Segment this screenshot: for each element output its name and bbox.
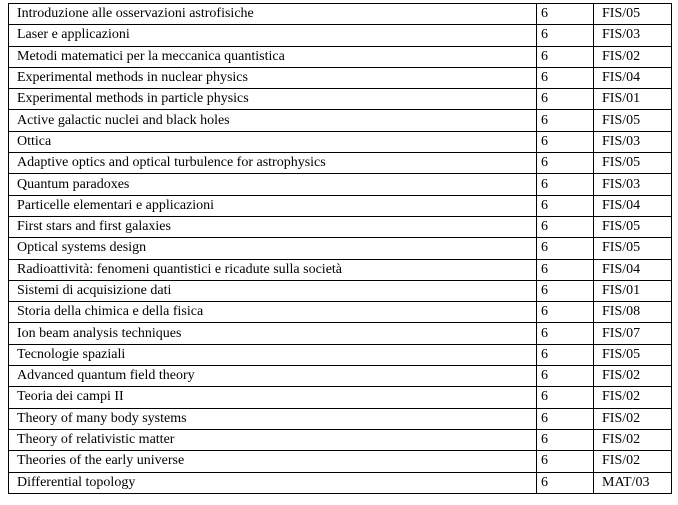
table-row xyxy=(9,387,672,408)
course-credits-cell: 6 xyxy=(537,323,594,344)
table-row xyxy=(9,153,672,174)
table-row xyxy=(9,408,672,429)
course-name-cell: Introduzione alle osservazioni astrofisiche xyxy=(9,4,537,25)
table-row xyxy=(9,195,672,216)
table-row xyxy=(9,216,672,237)
course-credits-cell: 6 xyxy=(537,451,594,472)
course-credits-cell: 6 xyxy=(537,174,594,195)
course-name-cell: Ion beam analysis techniques xyxy=(9,323,537,344)
course-name-cell: Experimental methods in particle physics xyxy=(9,89,537,110)
course-credits-cell: 6 xyxy=(537,89,594,110)
course-credits-cell: 6 xyxy=(537,259,594,280)
course-sector-cell: FIS/05 xyxy=(594,110,672,131)
course-credits-cell: 6 xyxy=(537,302,594,323)
course-sector-cell: MAT/03 xyxy=(594,472,672,493)
course-name-cell: Particelle elementari e applicazioni xyxy=(9,195,537,216)
course-name-cell: Theory of relativistic matter xyxy=(9,429,537,450)
course-sector-cell: FIS/02 xyxy=(594,451,672,472)
course-credits-cell: 6 xyxy=(537,195,594,216)
course-name-cell: Active galactic nuclei and black holes xyxy=(9,110,537,131)
course-name-cell: Tecnologie spaziali xyxy=(9,344,537,365)
course-sector-cell: FIS/03 xyxy=(594,174,672,195)
table-row xyxy=(9,89,672,110)
course-name-cell: Experimental methods in nuclear physics xyxy=(9,67,537,88)
course-name-cell: Ottica xyxy=(9,131,537,152)
course-sector-cell: FIS/04 xyxy=(594,259,672,280)
table-row xyxy=(9,280,672,301)
table-row xyxy=(9,323,672,344)
table-row xyxy=(9,472,672,493)
course-sector-cell: FIS/01 xyxy=(594,89,672,110)
course-credits-cell: 6 xyxy=(537,25,594,46)
table-row xyxy=(9,4,672,25)
course-credits-cell: 6 xyxy=(537,280,594,301)
table-row xyxy=(9,110,672,131)
course-credits-cell: 6 xyxy=(537,216,594,237)
course-credits-cell: 6 xyxy=(537,131,594,152)
course-sector-cell: FIS/02 xyxy=(594,387,672,408)
table-row xyxy=(9,46,672,67)
course-sector-cell: FIS/05 xyxy=(594,216,672,237)
course-sector-cell: FIS/03 xyxy=(594,25,672,46)
table-row xyxy=(9,344,672,365)
course-name-cell: Laser e applicazioni xyxy=(9,25,537,46)
course-credits-cell: 6 xyxy=(537,238,594,259)
table-row xyxy=(9,259,672,280)
course-credits-cell: 6 xyxy=(537,4,594,25)
course-sector-cell: FIS/02 xyxy=(594,408,672,429)
course-sector-cell: FIS/02 xyxy=(594,46,672,67)
course-sector-cell: FIS/04 xyxy=(594,67,672,88)
table-row xyxy=(9,25,672,46)
course-credits-cell: 6 xyxy=(537,408,594,429)
course-credits-cell: 6 xyxy=(537,46,594,67)
course-credits-cell: 6 xyxy=(537,110,594,131)
course-credits-cell: 6 xyxy=(537,366,594,387)
course-name-cell: Theory of many body systems xyxy=(9,408,537,429)
table-row xyxy=(9,451,672,472)
course-credits-cell: 6 xyxy=(537,67,594,88)
course-name-cell: Metodi matematici per la meccanica quantistica xyxy=(9,46,537,67)
course-name-cell: Differential topology xyxy=(9,472,537,493)
course-name-cell: Adaptive optics and optical turbulence for astrophysics xyxy=(9,153,537,174)
course-sector-cell: FIS/05 xyxy=(594,153,672,174)
table-row xyxy=(9,302,672,323)
course-sector-cell: FIS/03 xyxy=(594,131,672,152)
course-sector-cell: FIS/05 xyxy=(594,344,672,365)
course-sector-cell: FIS/04 xyxy=(594,195,672,216)
course-credits-cell: 6 xyxy=(537,387,594,408)
table-row xyxy=(9,238,672,259)
course-credits-cell: 6 xyxy=(537,472,594,493)
course-name-cell: Optical systems design xyxy=(9,238,537,259)
course-sector-cell: FIS/08 xyxy=(594,302,672,323)
course-name-cell: Storia della chimica e della fisica xyxy=(9,302,537,323)
course-table-body xyxy=(9,4,672,494)
course-sector-cell: FIS/02 xyxy=(594,366,672,387)
table-row xyxy=(9,131,672,152)
course-name-cell: First stars and first galaxies xyxy=(9,216,537,237)
course-sector-cell: FIS/02 xyxy=(594,429,672,450)
course-name-cell: Quantum paradoxes xyxy=(9,174,537,195)
course-sector-cell: FIS/01 xyxy=(594,280,672,301)
course-name-cell: Theories of the early universe xyxy=(9,451,537,472)
course-name-cell: Advanced quantum field theory xyxy=(9,366,537,387)
table-row xyxy=(9,429,672,450)
course-name-cell: Teoria dei campi II xyxy=(9,387,537,408)
course-credits-cell: 6 xyxy=(537,429,594,450)
table-row xyxy=(9,174,672,195)
course-sector-cell: FIS/05 xyxy=(594,4,672,25)
course-name-cell: Sistemi di acquisizione dati xyxy=(9,280,537,301)
course-name-cell: Radioattività: fenomeni quantistici e ricadute sulla società xyxy=(9,259,537,280)
course-sector-cell: FIS/05 xyxy=(594,238,672,259)
course-credits-cell: 6 xyxy=(537,344,594,365)
table-row xyxy=(9,366,672,387)
table-row xyxy=(9,67,672,88)
course-credits-cell: 6 xyxy=(537,153,594,174)
course-table xyxy=(8,3,672,494)
course-sector-cell: FIS/07 xyxy=(594,323,672,344)
